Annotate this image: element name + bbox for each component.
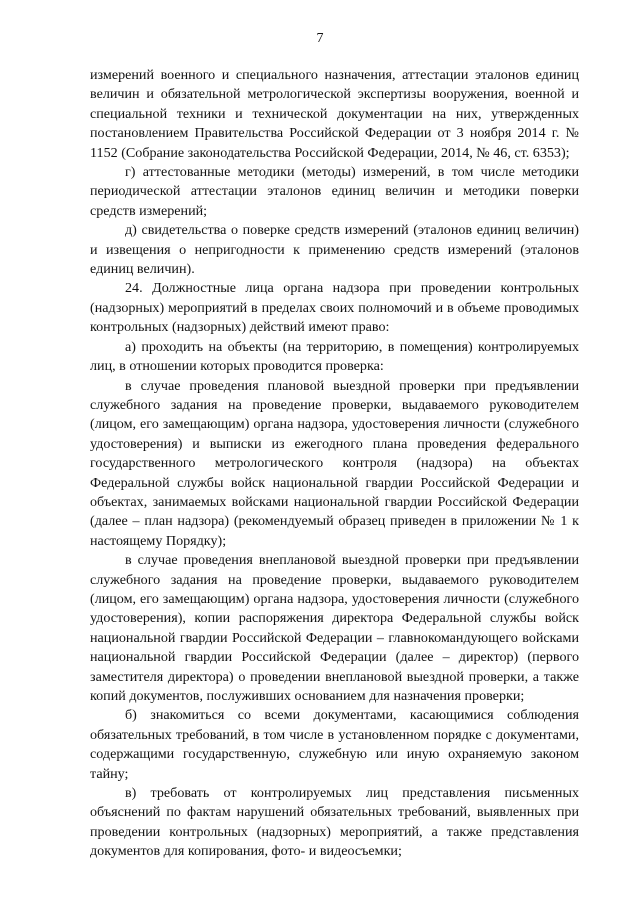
document-body [90,66,579,862]
paragraph-item-g-methods: г) аттестованные методики (методы) измерений, в том числе методики периодической аттестации эталонов единиц величин и методики поверки средств измерений; [90,164,579,219]
paragraph-planned-inspection: в случае проведения плановой выездной проверки при предъявлении служебного задания на проведение проверки, выдаваемого руководителем (лицом, его замещающим) органа надзора, удостоверения личности (служебного удостоверения) и выписки из ежегодного плана проведения федерального государственного метрологического контроля (надзора) на объектах Федеральной службы войск национальной гвардии Российской Федерации и объектах, занимаемых войсками национальной гвардии Российской Федерации (далее – план надзора) (рекомендуемый образец приведен в приложении № 1 к настоящему Порядку); [90,377,579,549]
paragraph-item-d-certificates: д) свидетельства о поверке средств измерений (эталонов единиц величин) и извещения о непригодности к применению средств измерений (эталонов единиц величин). [90,222,579,278]
paragraph-item-v-explanations: в) требовать от контролируемых лиц представления письменных объяснений по фактам нарушений обязательных требований, выявленных при проведении контрольных (надзорных) мероприятий, а также представления документов для копирования, фото- и видеосъемки; [90,785,579,860]
paragraph-24-officials-rights: 24. Должностные лица органа надзора при проведении контрольных (надзорных) мероприятий в пределах своих полномочий и в объеме проводимых контрольных (надзорных) действий имеют право: [90,280,579,336]
paragraph-unplanned-inspection: в случае проведения внеплановой выездной проверки при предъявлении служебного задания на проведение проверки, выдаваемого руководителем (лицом, его замещающим) органа надзора, удостоверения личности (служебного удостоверения), копии распоряжения директора Федеральной службы войск национальной гвардии Российской Федерации – главнокомандующего войсками национальной гвардии Российской Федерации (далее – директор) (первого заместителя директора) о проведении внеплановой выездной проверки, а также копий документов, послуживших основанием для назначения проверки; [90,552,579,704]
paragraph-measurements-continuation: измерений военного и специального назначения, аттестации эталонов единиц величин и обязательной метрологической экспертизы вооружения, военной и специальной техники и технической документации на них, утвержденных постановлением Правительства Российской Федерации от 3 ноября 2014 г. № 1152 (Собрание законодательства Российской Федерации, 2014, № 46, ст. 6353); [90,67,579,161]
paragraph-item-b-documents: б) знакомиться со всеми документами, касающимися соблюдения обязательных требований, в том числе в установленном порядке с документами, содержащими государственную, служебную или иную охраняемую законом тайну; [90,707,579,782]
page-number: 7 [316,31,324,46]
paragraph-item-a-access: а) проходить на объекты (на территорию, в помещения) контролируемых лиц, в отношении которых проводится проверка: [90,338,579,375]
